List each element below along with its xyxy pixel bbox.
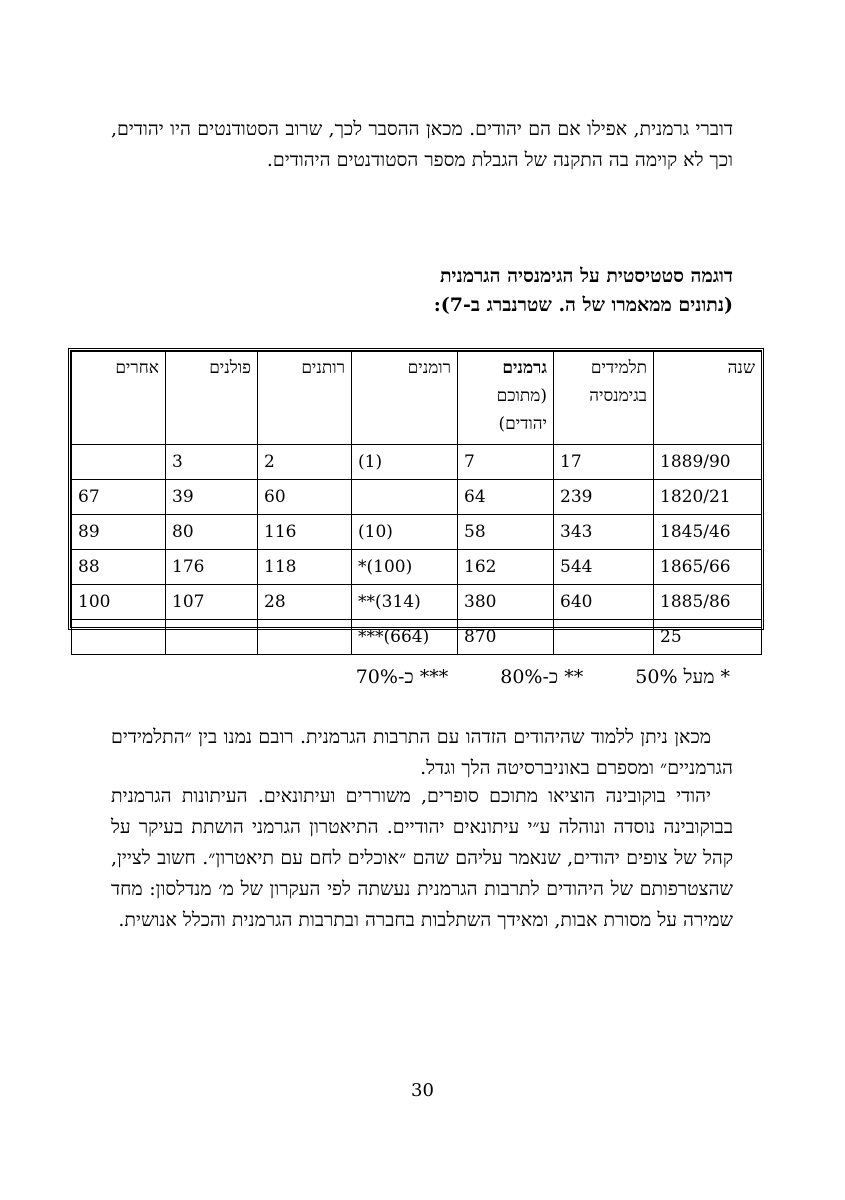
table-row — [72, 445, 762, 480]
cell-students: 239 — [554, 480, 654, 515]
table-row — [72, 515, 762, 550]
table-row — [72, 480, 762, 515]
cell-students: 17 — [554, 445, 654, 480]
table-header-row — [72, 352, 762, 445]
cell-germans: 7 — [458, 445, 554, 480]
header-students: תלמידים בגימנסיה — [554, 352, 654, 445]
cell-poles: 80 — [166, 515, 258, 550]
cell-year: 25 — [654, 620, 762, 655]
cell-germans: 162 — [458, 550, 554, 585]
cell-year: 1845/46 — [654, 515, 762, 550]
cell-poles: 39 — [166, 480, 258, 515]
cell-others: 89 — [72, 515, 166, 550]
statistics-table-frame — [68, 348, 764, 647]
cell-ruthenians: 28 — [258, 585, 352, 620]
header-romanians: רומנים — [352, 352, 458, 445]
table-title: דוגמה סטטיסטית על הגימנסיה הגרמנית — [439, 265, 733, 287]
page-number: 30 — [411, 1080, 434, 1101]
table-row — [72, 550, 762, 585]
footnote-3: *** כ-70% — [355, 666, 449, 688]
footnote-1: * מעל 50% — [635, 666, 730, 688]
statistics-table — [71, 351, 762, 655]
cell-others: 100 — [72, 585, 166, 620]
cell-year: 1889/90 — [654, 445, 762, 480]
cell-students — [554, 620, 654, 655]
table-row — [72, 585, 762, 620]
cell-germans: 58 — [458, 515, 554, 550]
body-paragraph-2-text: יהודי בוקובינה הוציאו מתוכם סופרים, משוררים ועיתונאים. העיתונות הגרמנית בבוקובינה נוסדה ונוהלה ע״י עיתונאים יהודיים. התיאטרון הגרמני הושתת בעיקר על קהל של צופים יהודים, שנאמר עליהם שהם ״אוכלים לחם עם תיאטרון״. חשוב לציין, שהצטרפותם של היהודים לתרבות הגרמנית נעשתה לפי העקרון של מ׳ מנדלסון: מחד שמירה על מסורת אבות, ומאידך השתלבות בחברה ובתרבות הגרמנית והכלל אנושית. — [111, 785, 733, 931]
cell-romanians: (10) — [352, 515, 458, 550]
cell-others — [72, 620, 166, 655]
cell-germans: 64 — [458, 480, 554, 515]
cell-poles: 3 — [166, 445, 258, 480]
table-row — [72, 620, 762, 655]
cell-ruthenians: 2 — [258, 445, 352, 480]
header-germans — [458, 352, 554, 445]
cell-others: 67 — [72, 480, 166, 515]
cell-romanians: (1) — [352, 445, 458, 480]
body-paragraph-1 — [111, 722, 733, 784]
cell-others: 88 — [72, 550, 166, 585]
cell-year: 1865/66 — [654, 550, 762, 585]
cell-students: 343 — [554, 515, 654, 550]
cell-poles — [166, 620, 258, 655]
header-germans-note: (מתוכם יהודים) — [496, 386, 547, 434]
header-poles: פולנים — [166, 352, 258, 445]
cell-germans: 870 — [458, 620, 554, 655]
cell-others — [72, 445, 166, 480]
header-year: שנה — [654, 352, 762, 445]
cell-ruthenians: 116 — [258, 515, 352, 550]
cell-ruthenians: 60 — [258, 480, 352, 515]
cell-romanians — [352, 480, 458, 515]
body-paragraph-1-text: מכאן ניתן ללמוד שהיהודים הזדהו עם התרבות הגרמנית. רובם נמנו בין ״התלמידים הגרמניים״ ומספרם באוניברסיטה הלך וגדל. — [111, 726, 733, 779]
cell-poles: 176 — [166, 550, 258, 585]
footnote-2: ** כ-80% — [500, 666, 584, 688]
cell-poles: 107 — [166, 585, 258, 620]
cell-students: 544 — [554, 550, 654, 585]
table-footnotes — [330, 666, 730, 689]
cell-romanians: (100)* — [352, 550, 458, 585]
header-germans-label: גרמנים — [502, 358, 547, 378]
header-ruthenians: רותנים — [258, 352, 352, 445]
cell-year: 1820/21 — [654, 480, 762, 515]
cell-students: 640 — [554, 585, 654, 620]
table-source: (נתונים ממאמרו של ה. שטרנברג ב-7): — [433, 294, 733, 316]
cell-romanians: (314)** — [352, 585, 458, 620]
cell-ruthenians: 118 — [258, 550, 352, 585]
header-others: אחרים — [72, 352, 166, 445]
cell-ruthenians — [258, 620, 352, 655]
cell-romanians: (664)*** — [352, 620, 458, 655]
cell-germans: 380 — [458, 585, 554, 620]
intro-paragraph: דוברי גרמנית, אפילו אם הם יהודים. מכאן ההסבר לכך, שרוב הסטודנטים היו יהודים, וכך לא קוימה בה התקנה של הגבלת מספר הסטודנטים היהודים. — [111, 118, 733, 171]
cell-year: 1885/86 — [654, 585, 762, 620]
body-paragraph-2 — [111, 781, 733, 936]
